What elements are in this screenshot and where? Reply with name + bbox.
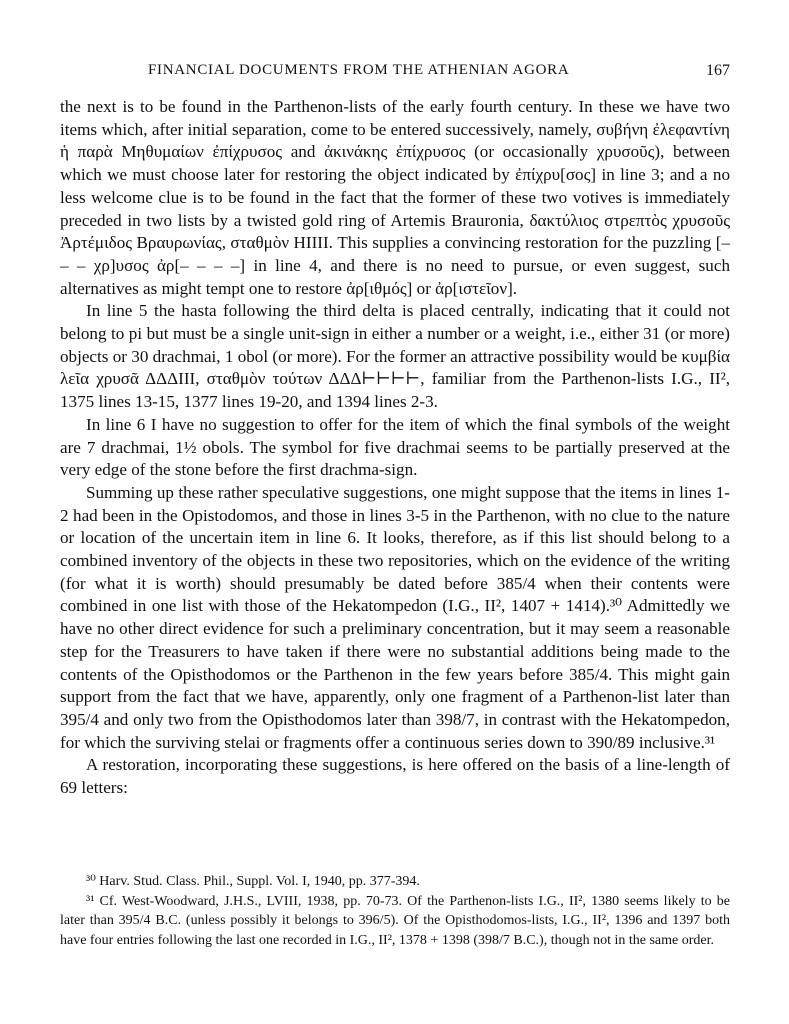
footnote-31: ³¹ Cf. West-Woodward, J.H.S., LVIII, 1938, pp. 70-73. Of the Parthenon-lists I.G., II², 1380 seems likely to be later than 395/4 B.C. (unless possibly it belongs to 396/5). Of the Opisthodomos-lists, I.G., II², 1396 and 1397 both have four entries following the last one recorded in I.G., II², 1378 + 1398 (398/7 B.C.), though not in the same order. [60, 893, 730, 948]
footnotes [60, 872, 730, 950]
paragraph-4: Summing up these rather speculative suggestions, one might suppose that the items in lines 1-2 had been in the Opistodomos, and those in lines 3-5 in the Parthenon, with no clue to the nature or location of the uncertain item in line 6. It looks, therefore, as if this list should belong to a combined inventory of the objects in these two repositories, which on the evidence of the writing (for what it is worth) should presumably be dated before 385/4 when their contents were combined in one list with those of the Hekatompedon (I.G., II², 1407 + 1414).³⁰ Admittedly we have no other direct evidence for such a preliminary concentration, but it may seem a reasonable step for the Treasurers to have taken if there were no substantial additions being made to the contents of the Opisthodomos or the Parthenon in the few years before 385/4. This might gain support from the fact that we have, apparently, only one fragment of a Parthenon-list later than 395/4 and only two from the Opisthodomos later than 398/7, in contrast with the Hekatompedon, for which the surviving stelai or fragments offer a continuous series down to 390/89 inclusive.³¹ [60, 482, 730, 752]
body-text [60, 96, 730, 800]
running-head [60, 62, 730, 84]
running-title: FINANCIAL DOCUMENTS FROM THE ATHENIAN AGORA [148, 62, 570, 78]
paragraph-2: In line 5 the hasta following the third delta is placed centrally, indicating that it could not belong to pi but must be a single unit-sign in either a number or a weight, i.e., either 31 (or more) objects or 30 drachmai, 1 obol (or more). For the former an attractive possibility would be κυμβία λεῖα χρυσᾶ ΔΔΔΙΙΙ, σταθμὸν τούτων ΔΔΔ⊢⊢⊢⊢, familiar from the Parthenon-lists I.G., II², 1375 lines 13-15, 1377 lines 19-20, and 1394 lines 2-3. [60, 301, 730, 412]
paragraph-5: A restoration, incorporating these suggestions, is here offered on the basis of a line-length of 69 letters: [60, 755, 730, 798]
paragraph-3: In line 6 I have no suggestion to offer for the item of which the final symbols of the weight are 7 drachmai, 1½ obols. The symbol for five drachmai seems to be partially preserved at the very edge of the stone before the first drachma-sign. [60, 414, 730, 480]
footnote-30: ³⁰ Harv. Stud. Class. Phil., Suppl. Vol. I, 1940, pp. 377-394. [86, 874, 420, 889]
paragraph-1: the next is to be found in the Parthenon-lists of the early fourth century. In these we have two items which, after initial separation, come to be entered successively, namely, συβήνη ἐλεφαντίνη ἡ παρὰ Μηθυμαίων ἐπίχρυσος and ἀκινάκης ἐπίχρυσος (or occasionally χρυσοῦς), between which we must choose later for restoring the object indicated by ἐπίχρυ[σος] in line 3; and a no less welcome clue is to be found in the fact that the former of these two votives is immediately preceded in two lists by a twisted gold ring of Artemis Brauronia, δακτύλιος στρεπτὸς χρυσοῦς Ἀρτέμιδος Βραυρωνίας, σταθμὸν ΗΙΙΙΙ. This supplies a convincing restoration for the puzzling [– – – χρ]υσος ἀρ[– – – –] in line 4, and there is no need to pursue, or even suggest, such alternatives as might tempt one to restore ἀρ[ιθμός] or ἀρ[ιστεῖον]. [60, 97, 730, 298]
page-number: 167 [706, 62, 730, 79]
